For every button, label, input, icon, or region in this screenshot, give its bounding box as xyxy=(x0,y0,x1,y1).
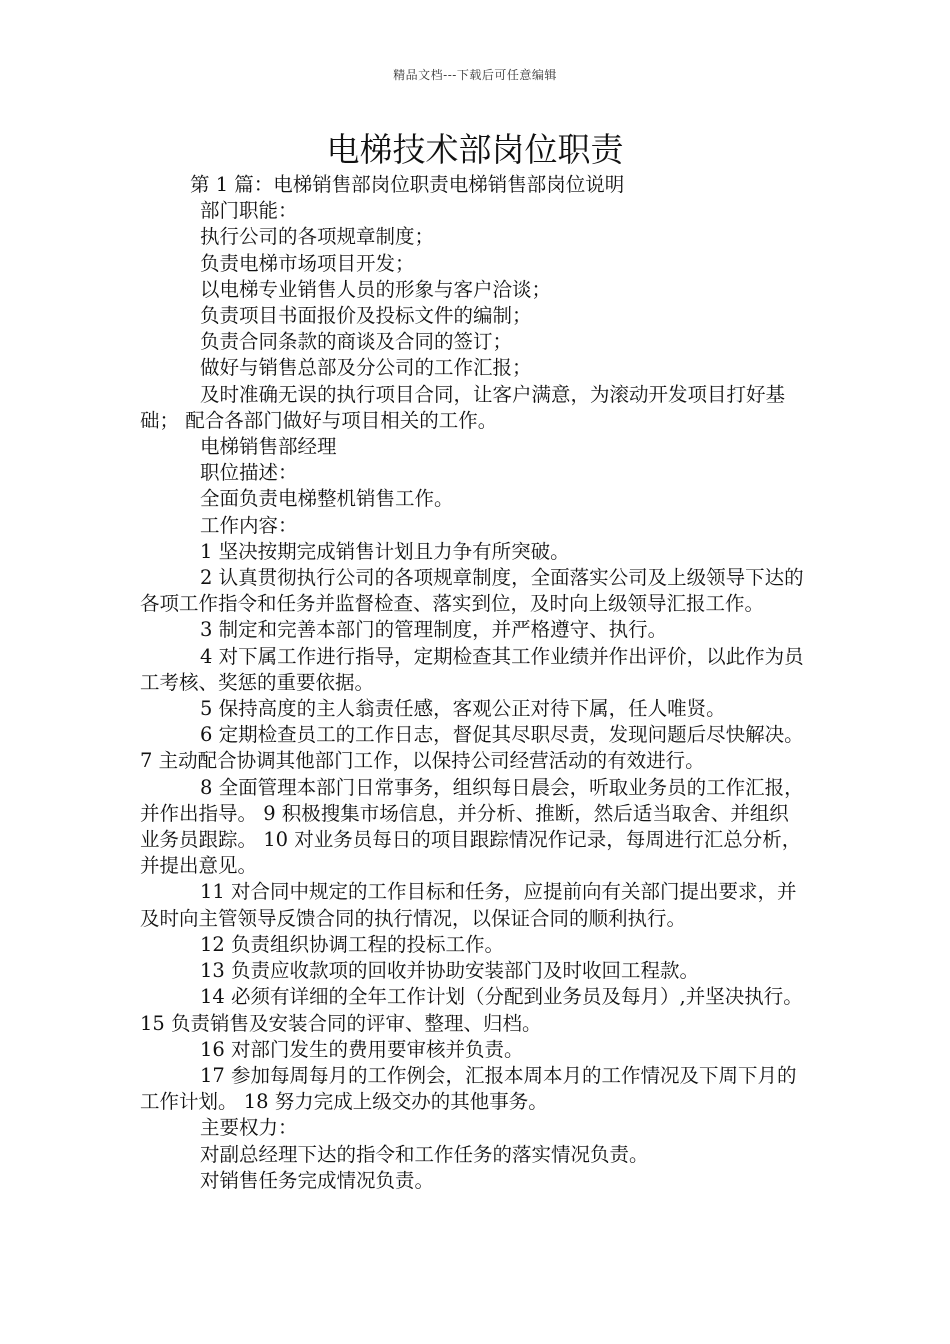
position-name: 电梯销售部经理 xyxy=(200,435,337,459)
section-label-position-description: 职位描述： xyxy=(200,461,298,485)
authority-item: 对销售任务完成情况负责。 xyxy=(200,1168,435,1192)
section-label-department-function: 部门职能： xyxy=(200,199,298,223)
document-body xyxy=(140,172,808,1194)
function-item: 负责电梯市场项目开发； xyxy=(200,251,415,275)
duty-item: 12 负责组织协调工程的投标工作。 xyxy=(200,932,505,956)
duty-item: 4 对下属工作进行指导，定期检查其工作业绩并作出评价，以此作为员工考核、奖惩的重要依据。 xyxy=(140,644,804,694)
duty-item: 14 必须有详细的全年工作计划（分配到业务员及每月）,并坚决执行。 15 负责销售及安装合同的评审、整理、归档。 xyxy=(140,985,803,1035)
duty-item: 6 定期检查员工的工作日志，督促其尽职尽责，发现问题后尽快解决。 7 主动配合协调其他部门工作，以保持公司经营活动的有效进行。 xyxy=(140,723,804,773)
duty-item: 13 负责应收款项的回收并协助安装部门及时收回工程款。 xyxy=(200,959,700,983)
function-item: 执行公司的各项规章制度； xyxy=(200,225,435,249)
function-item: 做好与销售总部及分公司的工作汇报； xyxy=(200,356,532,380)
document-title: 电梯技术部岗位职责 xyxy=(326,130,624,169)
page-header-note: 精品文档---下载后可任意编辑 xyxy=(393,68,557,82)
duty-item: 1 坚决按期完成销售计划且力争有所突破。 xyxy=(200,539,570,563)
function-item: 及时准确无误的执行项目合同，让客户满意，为滚动开发项目打好基础； 配合各部门做好与项目相关的工作。 xyxy=(140,382,786,432)
duty-item: 17 参加每周每月的工作例会，汇报本周本月的工作情况及下周下月的工作计划。 18 努力完成上级交办的其他事务。 xyxy=(140,1063,797,1114)
section-label-main-authority: 主要权力： xyxy=(200,1116,298,1140)
section-label-work-content: 工作内容： xyxy=(200,513,298,537)
function-item: 负责项目书面报价及投标文件的编制； xyxy=(200,304,532,328)
duty-item: 8 全面管理本部门日常事务，组织每日晨会，听取业务员的工作汇报，并作出指导。 9 积极搜集市场信息，并分析、推断，然后适当取舍、并组织业务员跟踪。 10 对业务员每日的项目跟踪情况作记录，每周进行汇总分析，并提出意见。 xyxy=(140,775,804,878)
position-description: 全面负责电梯整机销售工作。 xyxy=(200,487,454,511)
duty-item: 5 保持高度的主人翁责任感，客观公正对待下属，任人唯贤。 xyxy=(200,697,726,721)
function-item: 负责合同条款的商谈及合同的签订； xyxy=(200,330,513,354)
duty-item: 3 制定和完善本部门的管理制度，并严格遵守、执行。 xyxy=(200,618,668,642)
duty-item: 2 认真贯彻执行公司的各项规章制度，全面落实公司及上级领导下达的各项工作指令和任务并监督检查、落实到位，及时向上级领导汇报工作。 xyxy=(140,566,804,616)
duty-item: 11 对合同中规定的工作目标和任务，应提前向有关部门提出要求，并及时向主管领导反馈合同的执行情况，以保证合同的顺利执行。 xyxy=(140,880,797,930)
chapter-heading: 第 1 篇：电梯销售部岗位职责电梯销售部岗位说明 xyxy=(190,173,625,196)
function-item: 以电梯专业销售人员的形象与客户洽谈； xyxy=(200,277,552,301)
authority-item: 对副总经理下达的指令和工作任务的落实情况负责。 xyxy=(200,1142,649,1166)
duty-item: 16 对部门发生的费用要审核并负责。 xyxy=(200,1037,524,1061)
